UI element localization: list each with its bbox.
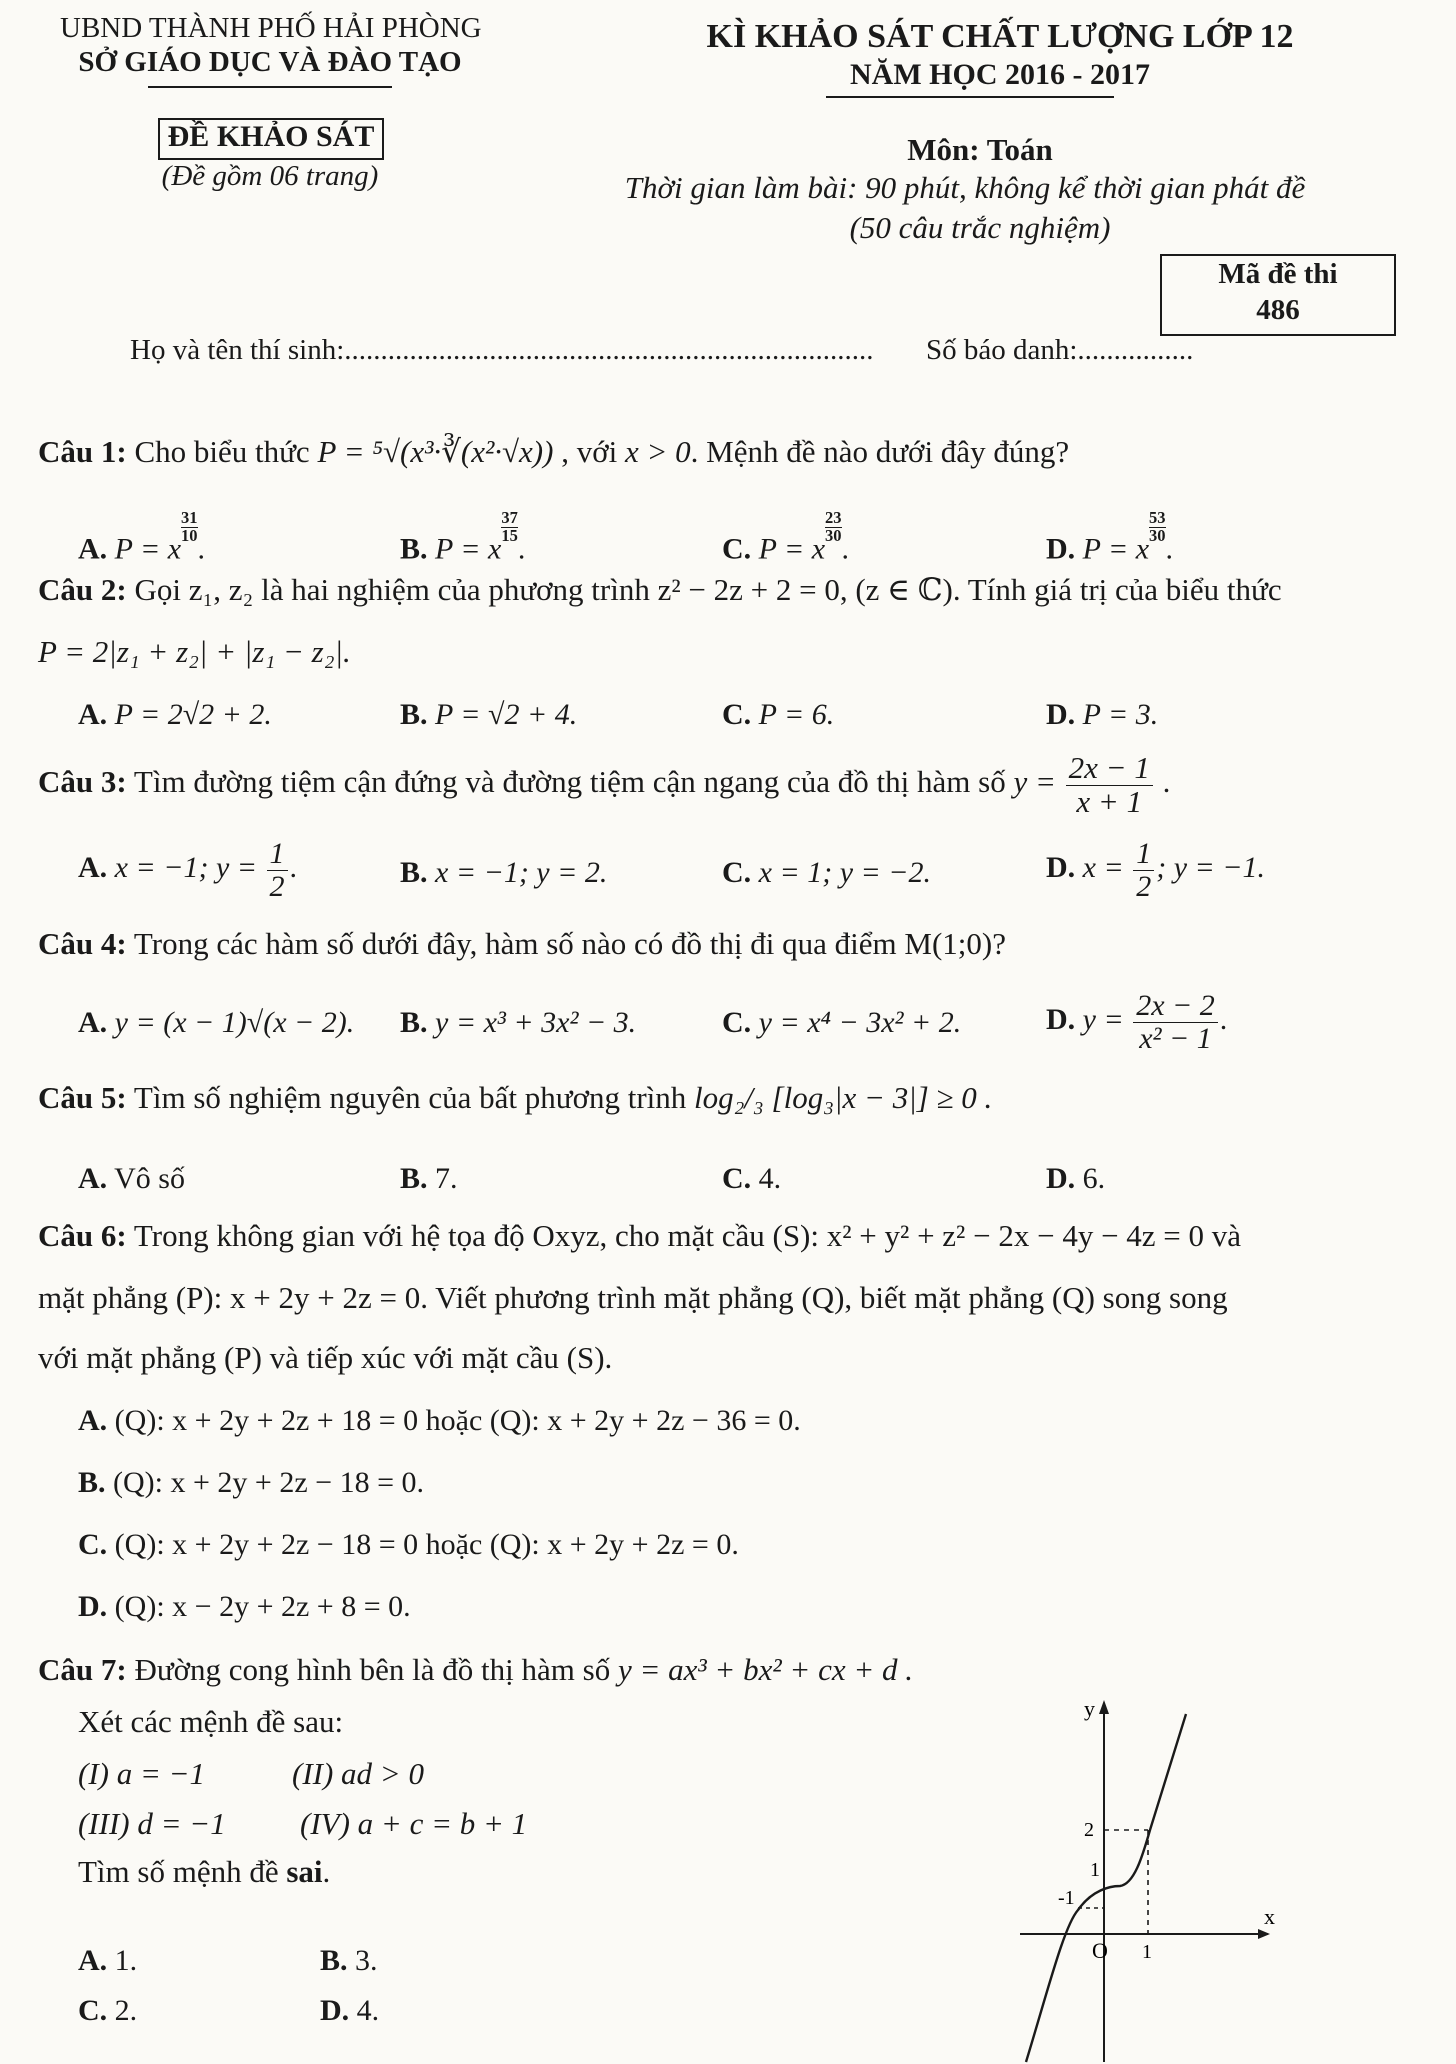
q2-option-a[interactable] [78,698,272,732]
q3-option-a-fraction: $\frac{1}{2}$ [267,838,288,902]
q5-option-b-text: 7. [435,1162,458,1195]
q6-option-c[interactable] [78,1528,739,1562]
q2-option-c-text: P = 6. [758,698,835,731]
q6-option-d[interactable] [78,1590,411,1624]
q6-option-a-key: A. [78,1404,108,1437]
q7-option-a-text: 1. [114,1944,138,1977]
graph-tick-x-neg: -1 [1058,1887,1075,1909]
q4-text: Trong các hàm số dưới đây, hàm số nào có đồ thị đi qua điểm M(1;0)? [133,926,1006,961]
q6-line1: Trong không gian với hệ tọa độ Oxyz, cho mặt cầu (S): x² + y² + z² − 2x − 4y − 4z = 0 và [133,1218,1242,1253]
subject: Môn: Toán [907,132,1053,167]
q7-option-d-text: 4. [356,1994,380,2027]
graph-origin-label: O [1092,1938,1108,1963]
q6-option-d-text: (Q): x − 2y + 2z + 8 = 0. [114,1590,411,1623]
candidate-name-field: Họ và tên thí sinh:......................................................................... [130,334,874,366]
q7-option-c-text: 2. [114,1994,138,2027]
q3-option-b-key: B. [400,856,428,889]
graph-tick-y-2: 2 [1084,1819,1094,1841]
q3-option-a-text: x = −1; y = [114,850,258,884]
q2-option-b-text: P = √2 + 4. [435,698,578,731]
q1-option-d-exponent: $\frac{53}{30}$ [1149,508,1166,545]
q7-cubic-graph [1000,1690,1300,2064]
q3-func-fraction: $\frac{2x - 1}{x + 1}$ [1066,752,1153,818]
q3-option-d-fraction: $\frac{1}{2}$ [1133,838,1154,902]
graph-x-label: x [1264,1904,1275,1929]
q7-statement-1: (I) a = −1 [78,1756,206,1791]
q1-option-d[interactable]: D. P = x $\frac{53}{30}$. [1046,508,1174,566]
year-underline [826,96,1114,98]
q3-func-end: . [1162,764,1171,800]
question-3 [38,752,1170,818]
q5-option-b[interactable] [400,1162,458,1196]
graph-tick-y-1: 1 [1090,1859,1100,1881]
graph-curve [1026,1714,1186,2062]
pages-note: (Đề gồm 06 trang) [161,160,379,192]
q1-text-b: , với [561,434,618,469]
q2-option-a-key: A. [78,698,108,731]
q1-option-b[interactable]: B. P = x $\frac{37}{15}$. [400,508,526,566]
q7-option-b-key: B. [320,1944,348,1977]
q1-option-c-exponent: $\frac{23}{30}$ [825,508,842,545]
q6-option-d-key: D. [78,1590,108,1623]
q3-option-a-key: A. [78,850,108,884]
q4-option-b-key: B. [400,1006,428,1039]
q1-condition: x > 0 [624,434,691,469]
q1-label: Câu 1: [38,434,127,469]
q2-option-d[interactable] [1046,698,1158,732]
q3-option-b-text: x = −1; y = 2. [435,856,608,889]
q2-option-c-key: C. [722,698,752,731]
q3-option-b[interactable] [400,856,607,890]
q3-text: Tìm đường tiệm cận đứng và đường tiệm cận ngang của đồ thị hàm số [133,764,1006,800]
q5-option-c-text: 4. [758,1162,782,1195]
graph-y-arrow [1099,1700,1109,1714]
q6-option-a[interactable] [78,1404,801,1438]
q5-expression: log₂/₃ [log₃|x − 3|] ≥ 0 . [694,1080,993,1115]
q4-option-a-key: A. [78,1006,108,1039]
q5-option-c-key: C. [722,1162,752,1195]
q4-option-c-key: C. [722,1006,752,1039]
q1-text-c: . Mệnh đề nào dưới đây đúng? [690,434,1070,469]
q6-option-b-text: (Q): x + 2y + 2z − 18 = 0. [113,1466,424,1499]
q5-option-a[interactable] [78,1162,185,1196]
question-2 [38,572,1282,608]
q5-option-a-key: A. [78,1162,108,1195]
q4-option-d-lhs: y = [1082,1002,1124,1036]
candidate-id-field: Số báo danh:................ [926,334,1194,366]
q4-option-d-key: D. [1046,1002,1076,1036]
q3-option-a[interactable]: A. x = −1; y = $\frac{1}{2}$ . [78,837,298,903]
q7-intro: Xét các mệnh đề sau: [78,1704,344,1739]
q6-option-b[interactable] [78,1466,424,1500]
question-4 [38,926,1006,962]
graph-tick-x-pos: 1 [1142,1941,1152,1963]
q7-option-d-key: D. [320,1994,350,2027]
q2-option-d-key: D. [1046,698,1076,731]
q5-option-d[interactable] [1046,1162,1105,1196]
q2-label: Câu 2: [38,572,127,607]
q1-expression: P = ⁵√(x³·∛(x²·√x)) [317,434,554,469]
q7-ask-end: . [322,1854,331,1889]
q1-option-a-base: P = x [114,532,182,566]
q1-option-b-key: B. [400,532,428,566]
q1-text-a: Cho biểu thức [134,434,310,469]
q5-option-d-key: D. [1046,1162,1076,1195]
q6-line3: với mặt phẳng (P) và tiếp xúc với mặt cầu (S). [38,1340,613,1375]
q1-option-c[interactable]: C. P = x $\frac{23}{30}$. [722,508,850,566]
q2-option-a-text: P = 2√2 + 2. [114,698,272,731]
q6-option-b-key: B. [78,1466,106,1499]
q1-option-c-base: P = x [758,532,826,566]
q4-option-c-text: y = x⁴ − 3x² + 2. [758,1006,962,1039]
doc-type: ĐỀ KHẢO SÁT [167,120,375,153]
q1-option-a-exponent: $\frac{31}{10}$ [181,508,198,545]
q2-option-c[interactable] [722,698,834,732]
q4-option-a[interactable] [78,1006,354,1040]
q7-text: Đường cong hình bên là đồ thị hàm số [134,1652,611,1687]
q3-label: Câu 3: [38,764,127,800]
q7-option-c[interactable] [78,1994,137,2028]
q7-statement-3: (III) d = −1 [78,1806,226,1841]
q7-option-d[interactable] [320,1994,379,2028]
question-6 [38,1218,1241,1254]
q3-option-d-text-a: x = [1082,850,1124,884]
q3-option-d-text-b: ; y = −1. [1156,850,1266,884]
question-7 [38,1652,913,1688]
q6-option-c-key: C. [78,1528,108,1561]
q3-func-lhs: y = [1013,764,1056,800]
q6-line2: mặt phẳng (P): x + 2y + 2z = 0. Viết phương trình mặt phẳng (Q), biết mặt phẳng (Q) song song [38,1280,1228,1315]
q5-option-c[interactable] [722,1162,781,1196]
q1-option-a-key: A. [78,532,108,566]
q7-statement-2: (II) ad > 0 [292,1756,424,1791]
exam-title: KÌ KHẢO SÁT CHẤT LƯỢNG LỚP 12 [706,18,1294,55]
q7-statement-4: (IV) a + c = b + 1 [300,1806,528,1841]
q1-option-d-key: D. [1046,532,1076,566]
org-underline [148,86,392,88]
question-1 [38,434,1069,470]
q3-option-d-key: D. [1046,850,1076,884]
q3-option-c-text: x = 1; y = −2. [758,856,932,889]
q7-expression: y = ax³ + bx² + cx + d . [617,1652,914,1687]
question-count: (50 câu trắc nghiệm) [849,210,1111,245]
exam-code-value: 486 [1256,294,1300,326]
q4-option-c[interactable] [722,1006,961,1040]
q7-ask-text: Tìm số mệnh đề [78,1854,279,1889]
q4-option-a-text: y = (x − 1)√(x − 2). [114,1006,355,1039]
q7-ask [78,1854,330,1890]
q2-option-d-text: P = 3. [1082,698,1159,731]
q7-label: Câu 7: [38,1652,127,1687]
q7-option-a[interactable] [78,1944,137,1978]
exam-code-label: Mã đề thi [1218,258,1338,290]
q1-option-c-key: C. [722,532,752,566]
q3-option-c[interactable] [722,856,931,890]
q5-option-a-text: Vô số [114,1162,185,1195]
org-line1: UBND THÀNH PHỐ HẢI PHÒNG [60,12,482,44]
q2-expression: P = 2|z₁ + z₂| + |z₁ − z₂|. [38,634,351,669]
q2-option-b-key: B. [400,698,428,731]
q3-option-c-key: C. [722,856,752,889]
school-year: NĂM HỌC 2016 - 2017 [850,58,1150,91]
q7-option-c-key: C. [78,1994,108,2027]
q3-option-d[interactable] [1046,838,1265,902]
q1-option-b-base: P = x [435,532,502,566]
q6-option-a-text: (Q): x + 2y + 2z + 18 = 0 hoặc (Q): x + 2y + 2z − 36 = 0. [114,1404,801,1437]
q7-option-b-text: 3. [355,1944,378,1977]
q2-option-b[interactable] [400,698,577,732]
q4-option-b[interactable] [400,1006,636,1040]
q7-option-a-key: A. [78,1944,108,1977]
question-5 [38,1080,992,1116]
q4-label: Câu 4: [38,926,127,961]
q4-option-d[interactable]: D. y = $\frac{2x - 2}{\text{x² − 1}}$ . [1046,989,1228,1055]
q2-text: Gọi z₁, z₂ là hai nghiệm của phương trình z² − 2z + 2 = 0, (z ∈ ℂ). Tính giá trị của biểu thức [134,572,1282,607]
graph-y-label: y [1084,1696,1095,1721]
q5-option-d-text: 6. [1082,1162,1106,1195]
q5-option-b-key: B. [400,1162,428,1195]
q5-text: Tìm số nghiệm nguyên của bất phương trình [133,1080,687,1115]
time-note: Thời gian làm bài: 90 phút, không kể thời gian phát đề [624,170,1306,205]
q1-option-a[interactable]: A. P = x $\frac{31}{10}$. [78,508,206,566]
org-line2: SỞ GIÁO DỤC VÀ ĐÀO TẠO [78,46,462,78]
q4-option-d-fraction: $\frac{2x - 2}{\text{x² − 1}}$ [1133,990,1218,1054]
q4-option-b-text: y = x³ + 3x² − 3. [435,1006,637,1039]
q7-ask-emphasis: sai [286,1854,323,1889]
q7-option-b[interactable] [320,1944,378,1978]
q6-option-c-text: (Q): x + 2y + 2z − 18 = 0 hoặc (Q): x + 2y + 2z = 0. [114,1528,739,1561]
graph-x-arrow [1258,1929,1270,1939]
q6-label: Câu 6: [38,1218,127,1253]
q1-option-d-base: P = x [1082,532,1150,566]
q1-option-b-exponent: $\frac{37}{15}$ [501,508,518,545]
q5-label: Câu 5: [38,1080,127,1115]
